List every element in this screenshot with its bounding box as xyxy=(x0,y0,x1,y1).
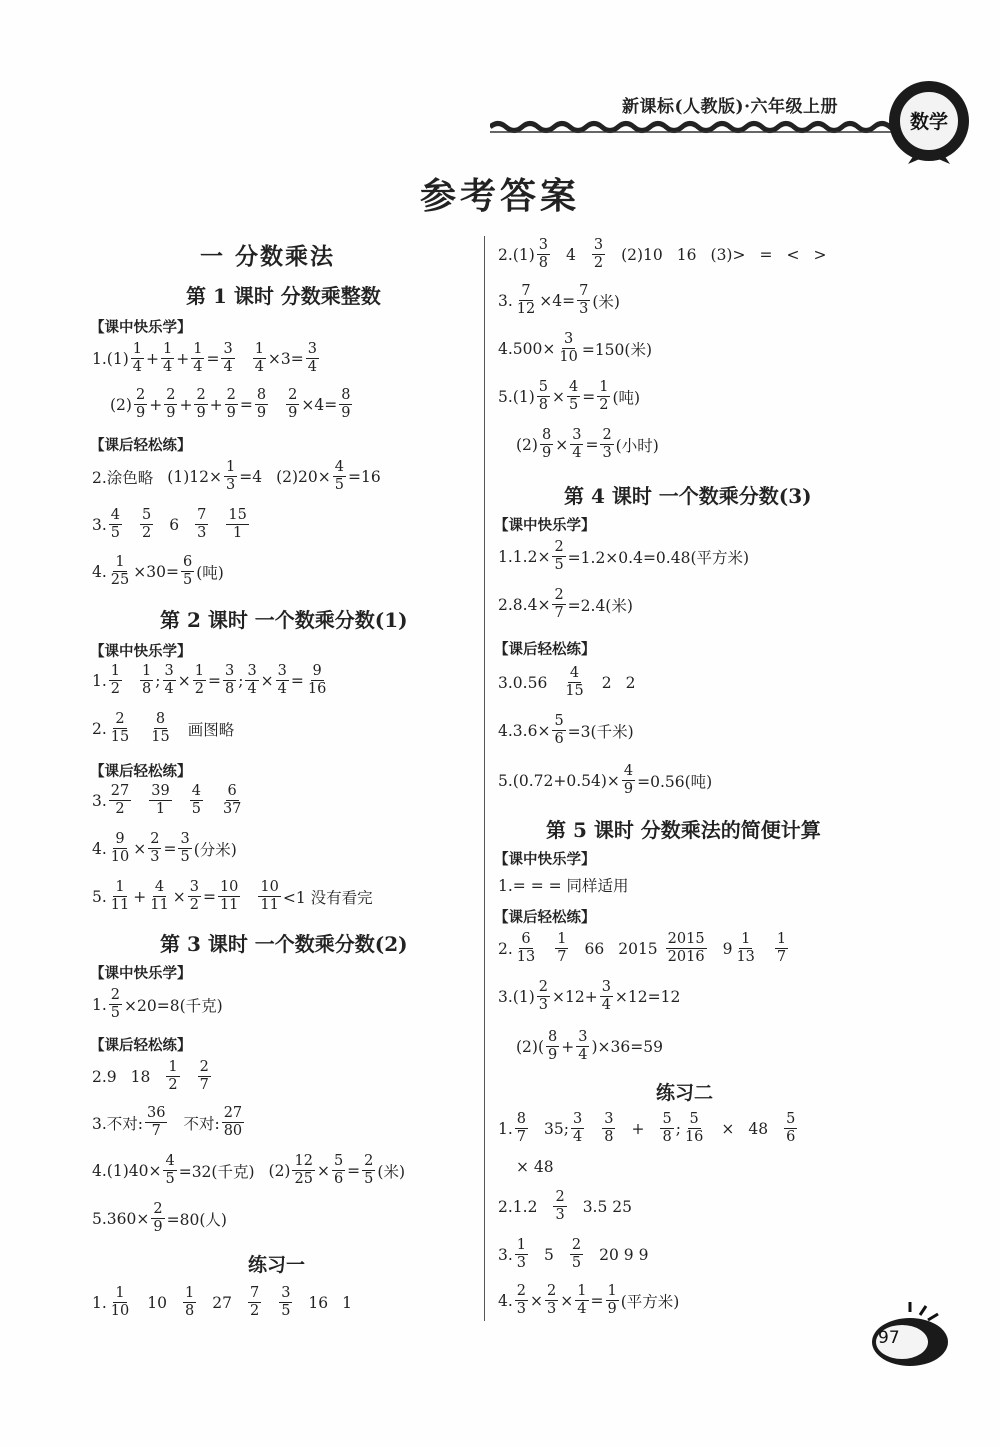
answer-line: 4.500× $\frac{3}{10}$ =150(米) xyxy=(498,331,652,366)
answer-line: 3. $\frac{27}{2}$ $\frac{39}{1}$ $\frac{4}{5}$ $\frac{6}{37}$ xyxy=(92,783,242,818)
answer-line: 1. $\frac{1}{2}$ $\frac{1}{8}$ ; $\frac{3}{4}$ × $\frac{1}{2}$ = $\frac{3}{8}$ ; $\frac{3}{4}$ × $\frac{3}{4}$ = $\frac{9}{16}$ xyxy=(92,663,327,698)
section-tag-in-class: 【课中快乐学】 xyxy=(90,965,192,982)
answer-line: 2.9 18 $\frac{1}{2}$ $\frac{2}{7}$ xyxy=(92,1059,209,1094)
answer-line: 4.(1)40× $\frac{4}{5}$ =32(千克) (2) $\frac{12}{25}$ × $\frac{5}{6}$ = $\frac{2}{5}$ (米) xyxy=(92,1153,406,1188)
chapter-title: 一 分数乘法 xyxy=(200,243,336,270)
math-subject-badge xyxy=(886,78,972,164)
section-tag-in-class: 【课中快乐学】 xyxy=(90,319,192,336)
header-decorative-rule xyxy=(490,120,910,134)
lesson-4-title: 第 4 课时 一个数乘分数(3) xyxy=(564,484,812,508)
answer-line: 1.(1) $\frac{1}{4}$ + $\frac{1}{4}$ + $\frac{1}{4}$ = $\frac{3}{4}$ $\frac{1}{4}$ × 3 = $\frac{3}{4}$ xyxy=(92,341,318,376)
answer-line: 3. $\frac{1}{3}$ 5 $\frac{2}{5}$ 20 9 9 xyxy=(498,1237,649,1272)
answer-line: 4.3.6× $\frac{5}{6}$ =3(千米) xyxy=(498,713,634,748)
answer-line: 5.(1) $\frac{5}{8}$ × $\frac{4}{5}$ = $\frac{1}{2}$ (吨) xyxy=(498,379,641,414)
answer-line: 1.1.2× $\frac{2}{5}$ =1.2×0.4=0.48(平方米) xyxy=(498,539,750,574)
answer-line: 2.8.4× $\frac{2}{7}$ =2.4(米) xyxy=(498,587,633,622)
book-series-title: 新课标(人教版)·六年级上册 xyxy=(622,97,839,117)
answer-line: 3.(1) $\frac{2}{3}$ ×12+ $\frac{3}{4}$ ×12=12 xyxy=(498,979,681,1014)
answer-line: 3.不对: $\frac{36}{7}$ 不对: $\frac{27}{80}$ xyxy=(92,1105,243,1140)
answer-line: × 48 xyxy=(516,1158,554,1176)
answer-line: (2) $\frac{2}{9}$ + $\frac{2}{9}$ + $\frac{2}{9}$ + $\frac{2}{9}$ = $\frac{8}{9}$ $\frac{2}{9}$ × 4 = $\frac{8}{9}$ xyxy=(110,387,351,422)
answer-line: 2. $\frac{6}{13}$ $\frac{1}{7}$ 66 2015 $\frac{2015}{2016}$ 9 $\frac{1}{13}$ $\frac{1}{7}$ xyxy=(498,931,787,966)
answer-line: 1. $\frac{2}{5}$ ×20=8(千克) xyxy=(92,987,223,1022)
lesson-2-title: 第 2 课时 一个数乘分数(1) xyxy=(160,608,408,632)
answer-line: 3. $\frac{7}{12}$ × 4 = $\frac{7}{3}$ (米) xyxy=(498,283,620,318)
answer-line: 3. $\frac{4}{5}$ $\frac{5}{2}$ 6 $\frac{7}{3}$ $\frac{15}{1}$ xyxy=(92,507,247,542)
answer-line: 5.360× $\frac{2}{9}$ =80(人) xyxy=(92,1201,227,1236)
answer-line: 4. $\frac{9}{10}$ × $\frac{2}{3}$ = $\frac{3}{5}$ (分米) xyxy=(92,831,237,866)
exercise-1-title: 练习一 xyxy=(248,1254,306,1276)
section-tag-after-class: 【课后轻松练】 xyxy=(494,909,596,926)
answer-line: 1. $\frac{8}{7}$ 35 ; $\frac{3}{4}$ $\frac{3}{8}$ + $\frac{5}{8}$ ; $\frac{5}{16}$ × 48 $\frac{5}{6}$ xyxy=(498,1111,796,1146)
section-tag-after-class: 【课后轻松练】 xyxy=(90,763,192,780)
answer-line: (2)( $\frac{8}{9}$ + $\frac{3}{4}$ )×36=59 xyxy=(516,1029,663,1064)
column-divider xyxy=(484,236,485,1321)
answer-line: 2.(1) $\frac{3}{8}$ 4 $\frac{3}{2}$ (2)10 16 (3) > = < > xyxy=(498,237,827,272)
answer-line: 2. $\frac{2}{15}$ $\frac{8}{15}$ 画图略 xyxy=(92,711,235,746)
answer-line: 2.1.2 $\frac{2}{3}$ 3.5 25 xyxy=(498,1189,632,1224)
exercise-2-title: 练习二 xyxy=(656,1082,714,1104)
answer-line: 2.涂色略 (1)12× $\frac{1}{3}$ =4 (2)20× $\frac{4}{5}$ =16 xyxy=(92,459,381,494)
answer-line: 5.(0.72+0.54)× $\frac{4}{9}$ =0.56(吨) xyxy=(498,763,713,798)
section-tag-after-class: 【课后轻松练】 xyxy=(90,437,192,454)
section-tag-in-class: 【课中快乐学】 xyxy=(90,643,192,660)
lesson-1-title: 第 1 课时 分数乘整数 xyxy=(186,284,381,308)
section-tag-after-class: 【课后轻松练】 xyxy=(494,641,596,658)
answer-line: 4. $\frac{2}{3}$ × $\frac{2}{3}$ × $\frac{1}{4}$ = $\frac{1}{9}$ (平方米) xyxy=(498,1283,680,1318)
lesson-5-title: 第 5 课时 分数乘法的简便计算 xyxy=(546,818,821,842)
answer-line: (2) $\frac{8}{9}$ × $\frac{3}{4}$ = $\frac{2}{3}$ (小时) xyxy=(516,427,659,462)
answer-line: 1. $\frac{1}{10}$ 10 $\frac{1}{8}$ 27 $\frac{7}{2}$ $\frac{3}{5}$ 16 1 xyxy=(92,1285,353,1320)
page-title: 参考答案 xyxy=(419,175,580,217)
section-tag-in-class: 【课中快乐学】 xyxy=(494,851,596,868)
page-number: 97 xyxy=(878,1328,900,1348)
section-tag-after-class: 【课后轻松练】 xyxy=(90,1037,192,1054)
answer-line: 3.0.56 $\frac{4}{15}$ 2 2 xyxy=(498,665,636,700)
page-number-mascot-icon xyxy=(858,1298,968,1378)
answer-line: 4. $\frac{1}{25}$ ×30= $\frac{6}{5}$ (吨) xyxy=(92,554,224,589)
lesson-3-title: 第 3 课时 一个数乘分数(2) xyxy=(160,932,408,956)
answer-line: 1.= = = 同样适用 xyxy=(498,877,629,895)
badge-text: 数学 xyxy=(909,111,949,133)
section-tag-in-class: 【课中快乐学】 xyxy=(494,517,596,534)
answer-line: 5. $\frac{1}{11}$ + $\frac{4}{11}$ × $\frac{3}{2}$ = $\frac{10}{11}$ $\frac{10}{11}$ <1 没有看完 xyxy=(92,879,373,914)
